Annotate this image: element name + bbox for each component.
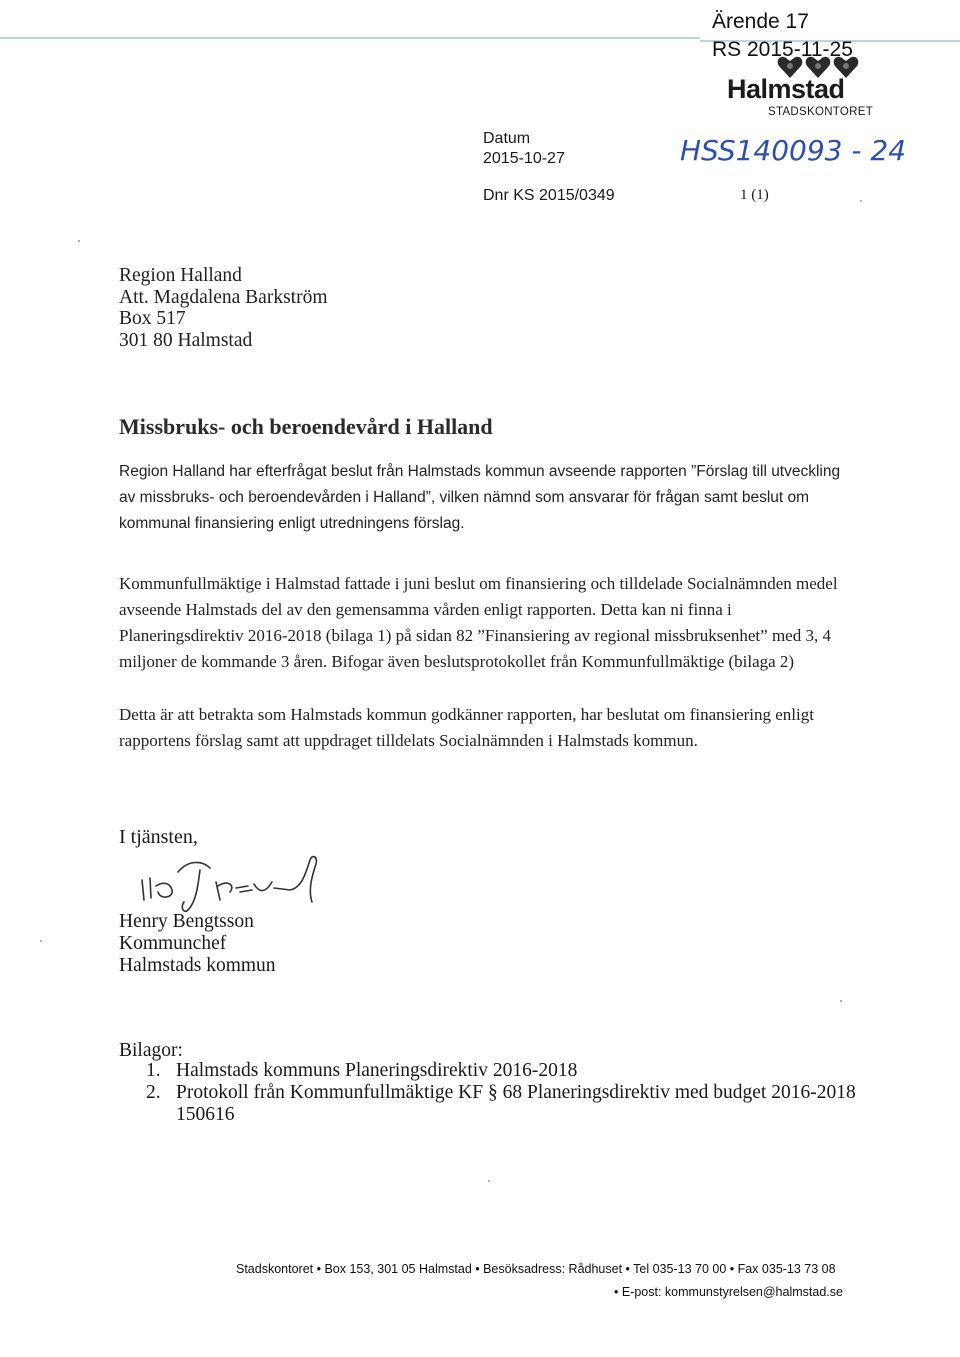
footer-line-1: Stadskontoret • Box 153, 301 05 Halmstad • Besöksadress: Rådhuset • Tel 035-13 70 00 • Fax 035-13 73 08 [236, 1262, 836, 1276]
attachments-list [146, 1060, 886, 1126]
handwritten-signature [140, 842, 330, 922]
list-item-number: 2. [146, 1082, 161, 1103]
closing-greeting: I tjänsten, [119, 826, 198, 848]
address-line: Att. Magdalena Barkström [119, 286, 328, 308]
recipient-address [119, 265, 328, 351]
list-item [146, 1082, 886, 1126]
scan-speck [40, 940, 42, 942]
list-item-text: Protokoll från Kommunfullmäktige KF § 68 Planeringsdirektiv med budget 2016-2018 150616 [176, 1082, 856, 1125]
page-number: 1 (1) [740, 187, 769, 203]
address-line: Region Halland [119, 265, 242, 286]
arende-label: Ärende 17 [712, 10, 809, 33]
dnr-number: Dnr KS 2015/0349 [483, 187, 615, 204]
paragraph-1: Region Halland har efterfrågat beslut från Halmstads kommun avseende rapporten ”Förslag till utveckling av missbruks- och beroendevården i Halland”, vilken nämnd som ansvarar för frågan samt beslut om kommunal finansiering enligt utredningens förslag. [119, 463, 841, 532]
top-rule-left [0, 37, 700, 39]
scan-speck [860, 200, 862, 202]
address-line: 301 80 Halmstad [119, 329, 253, 351]
footer-line-2: • E-post: kommunstyrelsen@halmstad.se [614, 1285, 843, 1299]
signer-block [119, 911, 276, 977]
datum-value: 2015-10-27 [483, 150, 565, 167]
svg-text:HSS140093 - 24: HSS140093 - 24 [680, 134, 907, 167]
list-item [146, 1060, 886, 1082]
signer-organization: Halmstads kommun [119, 955, 276, 976]
datum-label: Datum [483, 130, 531, 147]
list-item-number: 1. [146, 1060, 161, 1081]
logo-name: Halmstad [727, 74, 845, 104]
signer-role: Kommunchef [119, 933, 227, 954]
paragraph-3: Detta är att betrakta som Halmstads kommun godkänner rapporten, har beslutat om finansiering enligt rapportens förslag samt att uppdraget tilldelats Socialnämnden i Halmstads kommun. [119, 705, 814, 750]
address-line: Box 517 [119, 308, 186, 329]
attachments-heading: Bilagor: [119, 1040, 183, 1061]
scan-speck [840, 1000, 842, 1002]
scan-speck [78, 240, 80, 242]
signer-name: Henry Bengtsson [119, 911, 254, 932]
logo-subtitle: STADSKONTORET [768, 106, 874, 118]
paragraph-2: Kommunfullmäktige i Halmstad fattade i juni beslut om finansiering och tilldelade Socialnämnden medel avseende Halmstads del av den gemensamma vården enligt rapporten. Detta kan ni finna i Planeringsdirektiv 2016-2018 (bilaga 1) på sidan 82 ”Finansiering av regional missbruksenhet” med 3, 4 miljoner de kommande 3 åren. Bifogar även beslutsprotokollet från Kommunfullmäktige (bilaga 2) [119, 574, 838, 671]
handwritten-stamp [678, 128, 908, 172]
list-item-text: Halmstads kommuns Planeringsdirektiv 2016-2018 [176, 1060, 578, 1081]
letter-title: Missbruks- och beroendevård i Halland [119, 414, 493, 439]
scan-speck [488, 1180, 490, 1182]
rs-date: RS 2015-11-25 [712, 38, 853, 61]
